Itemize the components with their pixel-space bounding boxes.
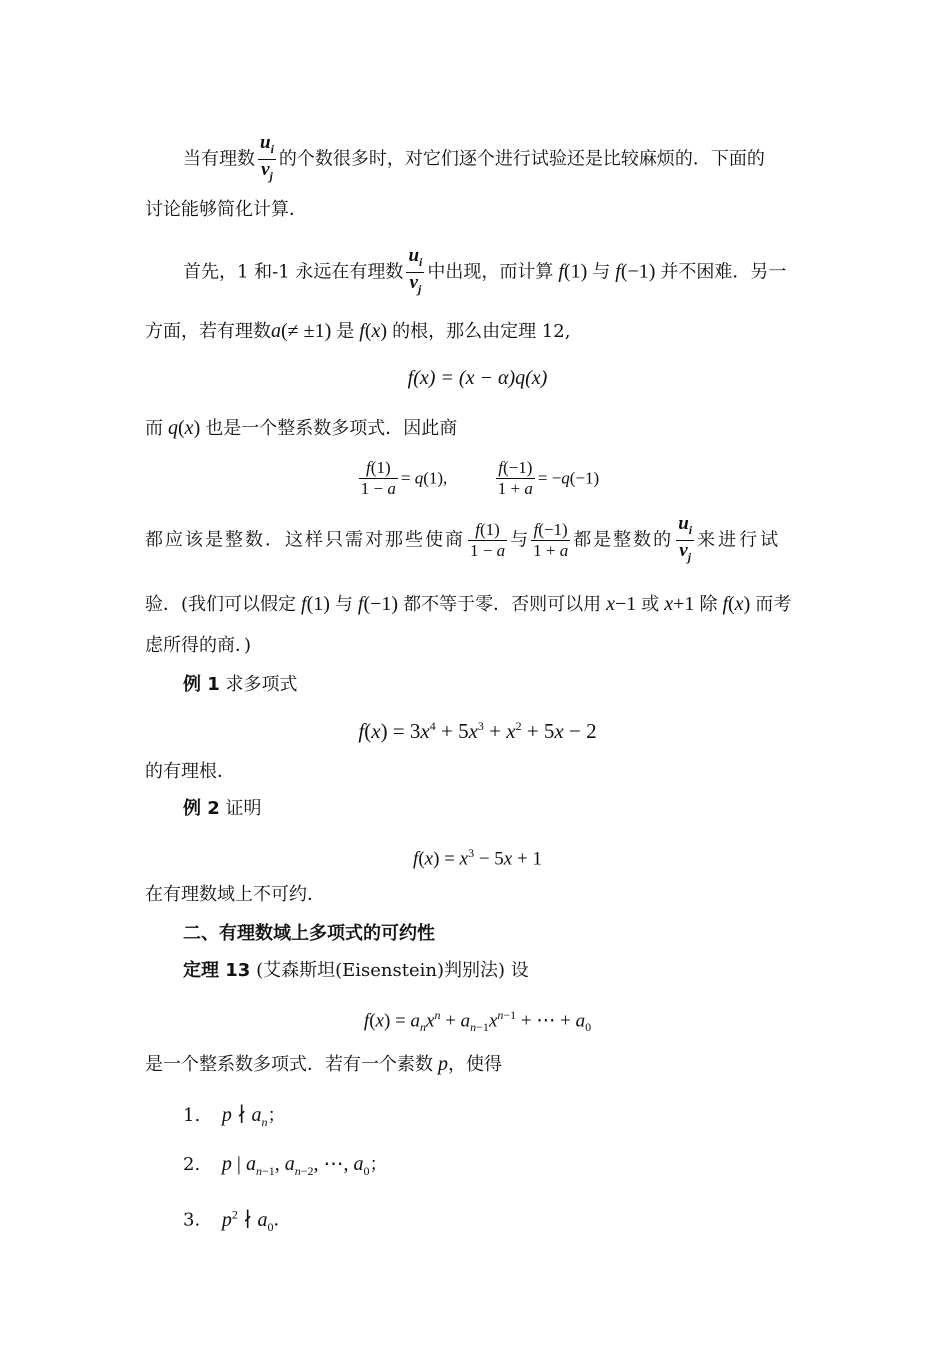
fraction-ui-vj: $\frac{u_i}{v_j}$ xyxy=(408,245,423,296)
equation-quotients: $\frac{f(1)}{1 - a}$ = q(1), $\frac{f(-1)}{1 + a}$ = −q(−1) xyxy=(360,458,600,498)
fraction-ui-vj: $\frac{u_i}{v_j}$ xyxy=(678,513,693,564)
theorem-13-condition: 是一个整系数多项式．若有一个素数 p，使得 xyxy=(145,1053,502,1075)
condition-2: 2. p | $a_{n-1}$, $a_{n-2}$, ⋯, $a_0$； xyxy=(183,1153,388,1178)
fraction-ui-vj: $\frac{u_i}{v_j}$ xyxy=(260,132,274,183)
equation-example-2: $f(x) = x^3 - 5x + 1$ xyxy=(413,846,542,870)
condition-3: 3. $p^2$ ∤ $a_0$． xyxy=(183,1207,292,1234)
paragraph-4-line-3: 虑所得的商．) xyxy=(145,635,252,656)
example-1-heading: 例 1 求多项式 xyxy=(183,674,298,695)
example-1-followup: 的有理根． xyxy=(145,761,235,782)
paragraph-4-line-1: 都应该是整数．这样只需对那些使商 $\frac{f(1)}{1 - a}$ 与 $\frac{f(-1)}{1 + a}$ 都是整数的 $\frac{u_i}{v_j}$ 来进行试 xyxy=(145,514,810,567)
paragraph-4-line-2: 验．(我们可以假定 f(1) 与 f(−1) 都不等于零．否则可以用 x−1 或 x+1 除 f(x) 而考 xyxy=(145,593,792,615)
example-2-heading: 例 2 证明 xyxy=(183,798,262,819)
condition-1: 1. p ∤ $a_n$； xyxy=(183,1104,286,1129)
equation-factorization: f(x) = (x − α)q(x) xyxy=(407,367,548,389)
example-2-followup: 在有理数域上不可约． xyxy=(145,884,325,905)
section-heading: 二、有理数域上多项式的可约性 xyxy=(183,923,435,944)
paragraph-1-line-1: 当有理数 $\frac{u_i}{v_j}$ 的个数很多时，对它们逐个进行试验还是比较麻烦的．下面的 xyxy=(183,133,810,186)
paragraph-2-line-1: 首先，1 和-1 永远在有理数 $\frac{u_i}{v_j}$ 中出现，而计算 f(1) 与 f(−1) 并不困难．另一 xyxy=(183,246,810,299)
paragraph-3: 而 q(x) 也是一个整系数多项式．因此商 xyxy=(145,417,458,439)
theorem-13-heading: 定理 13 (艾森斯坦(Eisenstein)判别法) 设 xyxy=(183,960,529,981)
paragraph-2-line-2: 方面，若有理数a(≠ ±1) 是 f(x) 的根，那么由定理 12, xyxy=(145,320,571,342)
equation-general-polynomial: $f(x) = a_nx^n + a_{n-1}x^{n-1}$ + ⋯ + $a_0$ xyxy=(363,1008,592,1035)
paragraph-1-line-2: 讨论能够简化计算． xyxy=(145,199,307,220)
equation-example-1: $f(x) = 3x^4 + 5x^3 + x^2 + 5x - 2$ xyxy=(358,719,597,743)
